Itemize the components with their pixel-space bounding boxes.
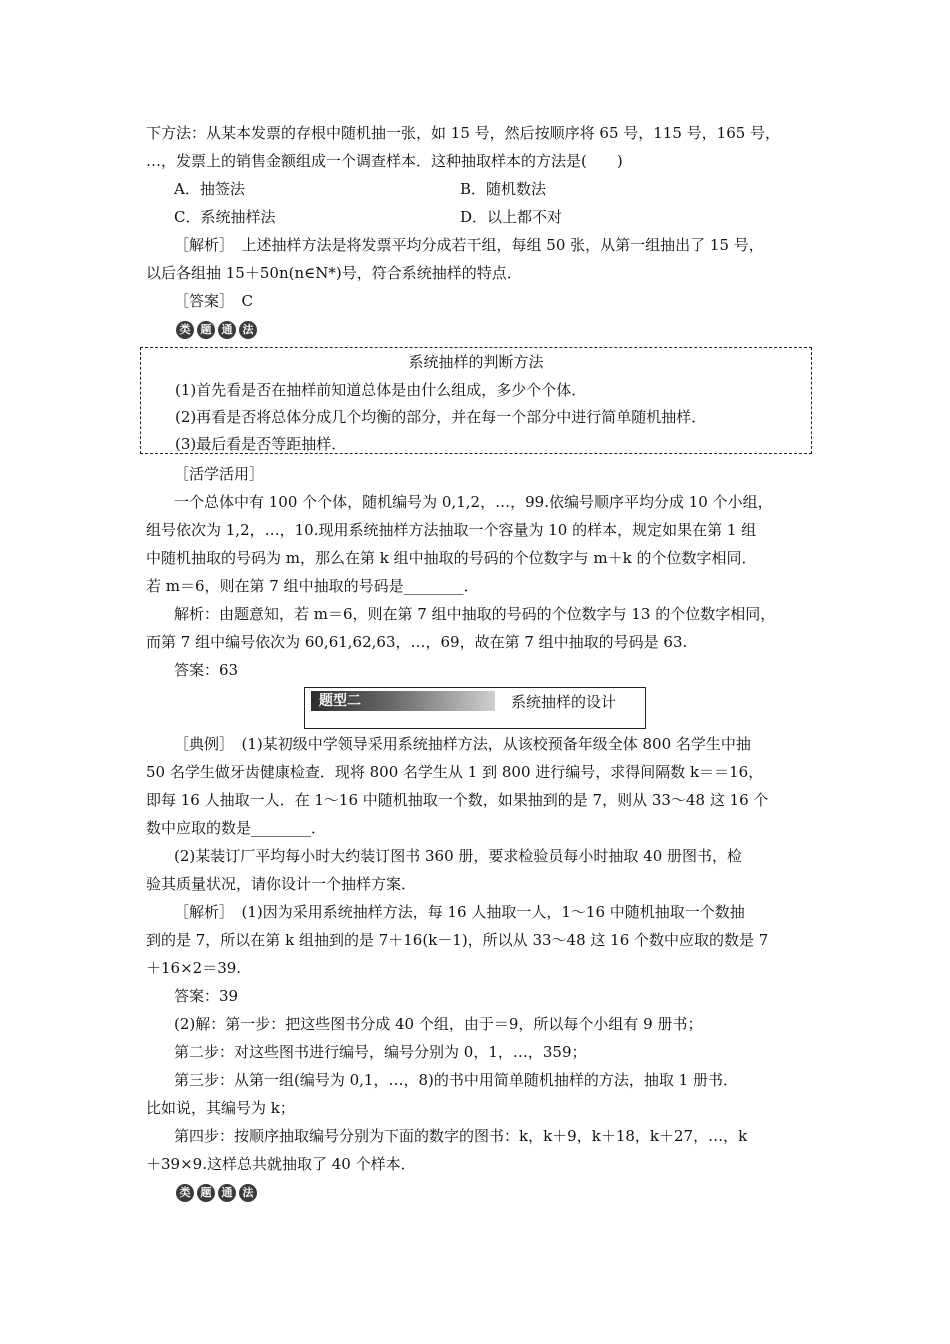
practice-answer: 答案：63 bbox=[174, 661, 239, 679]
badge-char: 题 bbox=[197, 1184, 215, 1202]
analysis-line: 以后各组抽 15＋50n(n∈N*)号，符合系统抽样的特点． bbox=[146, 264, 522, 282]
method-summary-badge bbox=[176, 319, 257, 341]
method-item: (3)最后看是否等距抽样． bbox=[175, 435, 347, 453]
example-line: (2)解：第一步：把这些图书分成 40 个组，由于＝9，所以每个小组有 9 册书； bbox=[174, 1015, 703, 1033]
analysis-line: ［解析］ 上述抽样方法是将发票平均分成若干组，每组 50 张，从第一组抽出了 15 号， bbox=[174, 236, 764, 254]
example-line: ［典例］ (1)某初级中学领导采用系统抽样方法，从该校预备年级全体 800 名学生中抽 bbox=[174, 735, 751, 753]
badge-char: 通 bbox=[218, 1184, 236, 1202]
practice-label: ［活学活用］ bbox=[174, 465, 265, 483]
example-line: ［解析］ (1)因为采用系统抽样方法，每 16 人抽取一人，1～16 中随机抽取一个数抽 bbox=[174, 903, 745, 921]
example-line: 答案：39 bbox=[174, 987, 239, 1005]
method-item: (2)再看是否将总体分成几个均衡的部分，并在每一个部分中进行简单随机抽样． bbox=[175, 408, 707, 426]
section-title: 系统抽样的设计 bbox=[511, 693, 617, 711]
method-summary-badge bbox=[176, 1182, 257, 1204]
practice-line: 若 m＝6，则在第 7 组中抽取的号码是________． bbox=[146, 577, 479, 595]
question-text-line: 下方法：从某本发票的存根中随机抽一张，如 15 号，然后按顺序将 65 号，115 号，165 号， bbox=[146, 124, 781, 142]
practice-line: 一个总体中有 100 个个体，随机编号为 0,1,2，…，99.依编号顺序平均分成 10 个小组， bbox=[174, 493, 773, 511]
badge-char: 题 bbox=[197, 321, 215, 339]
example-line: 即每 16 人抽取一人．在 1～16 中随机抽取一个数，如果抽到的是 7，则从 33～48 这 16 个 bbox=[146, 791, 769, 809]
method-box-title: 系统抽样的判断方法 bbox=[408, 353, 544, 371]
badge-char: 法 bbox=[239, 321, 257, 339]
option-c: C．系统抽样法 bbox=[174, 208, 276, 226]
answer-line: ［答案］ C bbox=[174, 292, 253, 310]
method-box bbox=[140, 347, 812, 454]
option-a: A．抽签法 bbox=[174, 180, 245, 198]
example-line: 第二步：对这些图书进行编号，编号分别为 0，1，…，359； bbox=[174, 1043, 587, 1061]
badge-char: 法 bbox=[239, 1184, 257, 1202]
badge-char: 类 bbox=[176, 321, 194, 339]
example-line: 比如说，其编号为 k； bbox=[146, 1099, 295, 1117]
example-line: 50 名学生做牙齿健康检查．现将 800 名学生从 1 到 800 进行编号，求得间隔数 k＝＝16， bbox=[146, 763, 764, 781]
question-text-line: …，发票上的销售金额组成一个调查样本．这种抽取样本的方法是( ) bbox=[146, 152, 623, 170]
option-d: D．以上都不对 bbox=[460, 208, 563, 226]
example-line: ＋16×2＝39. bbox=[146, 959, 242, 977]
practice-line: 组号依次为 1,2，…，10.现用系统抽样方法抽取一个容量为 10 的样本，规定如果在第 1 组 bbox=[146, 521, 757, 539]
practice-solution: 解析：由题意知，若 m＝6，则在第 7 组中抽取的号码的个位数字与 13 的个位数字相同， bbox=[174, 605, 776, 623]
section-tag: 题型二 bbox=[311, 691, 495, 711]
section-heading bbox=[304, 687, 646, 729]
badge-char: 通 bbox=[218, 321, 236, 339]
example-line: 到的是 7，所以在第 k 组抽到的是 7＋16(k－1)，所以从 33～48 这 16 个数中应取的数是 7 bbox=[146, 931, 769, 949]
example-line: 第三步：从第一组(编号为 0,1，…，8)的书中用简单随机抽样的方法，抽取 1 册书． bbox=[174, 1071, 738, 1089]
practice-line: 中随机抽取的号码为 m，那么在第 k 组中抽取的号码的个位数字与 m＋k 的个位数字相同． bbox=[146, 549, 757, 567]
example-line: 第四步：按顺序抽取编号分别为下面的数字的图书：k，k＋9，k＋18，k＋27，…，k bbox=[174, 1127, 748, 1145]
example-line: ＋39×9.这样总共就抽取了 40 个样本． bbox=[146, 1155, 416, 1173]
method-item: (1)首先看是否在抽样前知道总体是由什么组成，多少个个体． bbox=[175, 381, 587, 399]
example-line: 数中应取的数是________． bbox=[146, 819, 327, 837]
example-line: 验其质量状况，请你设计一个抽样方案． bbox=[146, 875, 417, 893]
badge-char: 类 bbox=[176, 1184, 194, 1202]
example-line: (2)某装订厂平均每小时大约装订图书 360 册，要求检验员每小时抽取 40 册图书，检 bbox=[174, 847, 743, 865]
option-b: B．随机数法 bbox=[460, 180, 547, 198]
practice-solution: 而第 7 组中编号依次为 60,61,62,63，…，69，故在第 7 组中抽取的号码是 63. bbox=[146, 633, 688, 651]
